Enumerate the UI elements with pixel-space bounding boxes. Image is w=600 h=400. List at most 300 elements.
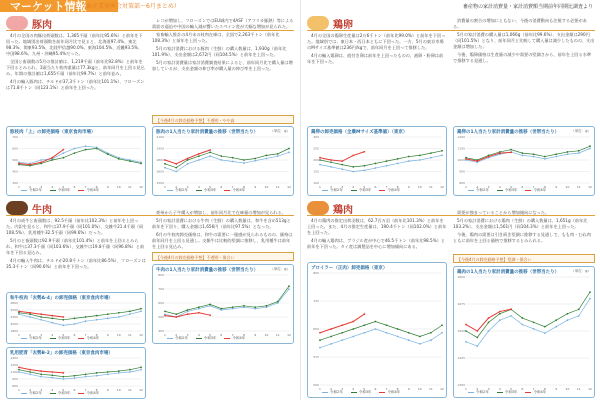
x-tick-label: 6 <box>374 387 377 391</box>
data-point <box>140 366 142 368</box>
data-point <box>40 319 42 321</box>
x-tick-label: 7 <box>84 185 87 189</box>
legend-label: 令和4年 <box>387 188 401 192</box>
x-tick-label: 11 <box>275 185 280 189</box>
data-point <box>118 370 120 372</box>
broiler-paragraph: 4月の鶏肉の推定出荷羽数は、62.7百万羽（前年比101.3%）と前年を上回った。また、4月の推定生産量は、190.4千トン（同102.0%）と前年を上回った。 <box>307 218 447 235</box>
y-tick-label: 2050 <box>10 322 18 326</box>
x-tick-label: 5 <box>62 185 65 189</box>
x-tick-label: 6 <box>73 185 76 189</box>
data-point <box>533 328 535 330</box>
x-tick-label: 12 <box>287 333 291 337</box>
data-point <box>589 145 591 147</box>
x-tick-label: 12 <box>287 185 291 189</box>
data-point <box>578 150 580 152</box>
series-line <box>19 146 141 163</box>
y-tick-label: 1100 <box>457 146 465 151</box>
legend-swatch <box>196 338 202 340</box>
x-tick-label: 10 <box>116 333 121 337</box>
legend-label: 令和4年 <box>86 391 100 395</box>
y-tick-label: 150 <box>313 169 319 174</box>
y-tick-label: 2550 <box>10 308 18 312</box>
data-point <box>175 316 177 318</box>
data-point <box>40 370 42 372</box>
data-point <box>397 158 399 160</box>
data-point <box>51 377 53 379</box>
data-point <box>386 160 388 162</box>
legend-swatch <box>525 392 531 394</box>
data-point <box>51 322 53 324</box>
legend-swatch <box>379 190 385 192</box>
data-point <box>118 312 120 314</box>
y-tick-label: 1675 <box>457 302 465 306</box>
y-tick-label: 700 <box>158 287 164 291</box>
beef-paragraph: 豪州から子牛購入が増加し、前年同月比で在庫量の増加が見られる。 <box>156 210 286 215</box>
x-tick-label: 9 <box>254 185 257 189</box>
x-tick-label: 7 <box>231 185 234 189</box>
pork-text-col2 <box>152 18 294 123</box>
x-tick-label: 7 <box>532 387 535 391</box>
data-point <box>96 315 98 317</box>
data-point <box>441 324 443 326</box>
data-point <box>544 156 546 158</box>
y-tick-label: 575 <box>313 355 319 359</box>
chart-plot <box>153 127 293 195</box>
data-point <box>341 160 343 162</box>
data-point <box>164 311 166 313</box>
x-tick-label: 11 <box>428 185 433 189</box>
data-point <box>510 315 512 317</box>
chicken-icon <box>307 201 329 215</box>
data-point <box>288 285 290 287</box>
y-tick-label: 725 <box>313 299 319 303</box>
data-point <box>243 159 245 161</box>
egg-paragraph: 消費量の割合の増加にともない、今後の消費動向も注視する必要がある。 <box>453 18 587 29</box>
data-point <box>18 369 20 371</box>
data-point <box>18 366 20 368</box>
data-point <box>363 313 365 315</box>
y-tick-label: 300 <box>313 135 319 139</box>
pork-paragraph: 5月の家計消費量は家計消費調査結果によると、前年同月比で購入量は増加しているが、支出金額の伸び率が購入量の伸び率を上回った。 <box>152 60 293 71</box>
data-point <box>62 152 64 154</box>
data-point <box>555 156 557 158</box>
data-point <box>589 291 591 293</box>
egg-text-col2 <box>453 18 595 123</box>
data-point <box>419 159 421 161</box>
legend-item <box>379 390 400 395</box>
header-left <box>0 0 300 14</box>
y-tick-label: 600 <box>12 146 18 151</box>
data-point <box>62 157 64 159</box>
x-tick-label: 8 <box>543 185 546 189</box>
chart-legend <box>21 188 99 193</box>
y-tick-label: 1650 <box>156 169 164 174</box>
data-point <box>187 159 189 161</box>
data-point <box>319 347 321 349</box>
data-point <box>277 155 279 157</box>
legend-label: 令和2年 <box>29 391 42 395</box>
data-point <box>254 160 256 162</box>
x-tick-label: 9 <box>106 388 109 392</box>
data-point <box>29 373 31 375</box>
data-point <box>375 321 377 323</box>
data-point <box>29 369 31 371</box>
data-point <box>352 336 354 338</box>
legend-label: 令和3年 <box>57 336 71 340</box>
data-point <box>533 153 535 155</box>
x-tick-label: 10 <box>116 388 121 392</box>
x-tick-label: 7 <box>84 333 87 337</box>
beef-dairy-price-chart <box>6 347 146 399</box>
legend-label: 令和3年 <box>203 336 217 340</box>
pork-note: 【今後4月の卸売価格予想】不透明・やや高 <box>152 115 294 124</box>
legend-label: 令和4年 <box>232 336 246 340</box>
data-point <box>352 328 354 330</box>
y-tick-label: 500 <box>313 383 319 387</box>
x-tick-label: 2 <box>330 387 333 391</box>
data-point <box>589 148 591 150</box>
x-tick-label: 2 <box>175 185 178 189</box>
data-point <box>40 313 42 315</box>
x-tick-label: 2 <box>29 333 32 337</box>
data-point <box>288 288 290 290</box>
data-point <box>408 339 410 341</box>
x-tick-label: 3 <box>487 185 490 189</box>
chart-legend <box>167 336 245 341</box>
y-tick-label: 2800 <box>10 301 18 305</box>
data-point <box>408 160 410 162</box>
data-point <box>96 319 98 321</box>
legend-swatch <box>322 392 328 394</box>
data-point <box>51 159 53 161</box>
legend-swatch <box>497 392 503 394</box>
chart-unit: （単位：g） <box>571 269 591 273</box>
x-tick-label: 4 <box>498 387 501 391</box>
data-point <box>567 319 569 321</box>
data-point <box>96 375 98 377</box>
chart-unit: （単位：g） <box>571 129 591 133</box>
data-point <box>51 371 53 373</box>
data-point <box>254 158 256 160</box>
chart-plot <box>153 265 293 343</box>
x-tick-label: 3 <box>186 333 189 337</box>
data-point <box>40 161 42 163</box>
x-tick-label: 10 <box>264 185 269 189</box>
series-line <box>320 152 364 161</box>
y-tick-label: 1950 <box>156 146 164 151</box>
x-tick-label: 4 <box>352 387 355 391</box>
broiler-consumption-chart <box>453 266 595 398</box>
data-point <box>341 164 343 166</box>
beef-paragraph: 6月の牛枝肉卸売価格は、和牛の需要に一服感が見られるものの、価格は前年同月を上回る見通し。交雑牛は比較的堅調に推移し、乳用種牛は前年を上回る見込み。 <box>152 232 293 249</box>
data-point <box>266 305 268 307</box>
legend-swatch <box>50 338 56 340</box>
data-point <box>430 332 432 334</box>
x-tick-label: 4 <box>498 185 501 189</box>
y-tick-label: 1000 <box>457 158 465 162</box>
data-point <box>397 328 399 330</box>
x-tick-label: 1 <box>18 388 20 392</box>
legend-label: 令和2年 <box>29 336 42 340</box>
legend-item <box>21 336 42 341</box>
legend-item <box>525 390 546 395</box>
x-tick-label: 6 <box>220 333 223 337</box>
data-point <box>521 152 523 154</box>
y-tick-label: 200 <box>313 158 319 162</box>
x-tick-label: 12 <box>139 185 143 189</box>
chart-title: 牛肉の1人当たり家計消費量の推移（世帯当たり） <box>156 268 259 273</box>
series-line <box>165 286 289 314</box>
data-point <box>118 372 120 374</box>
legend-label: 令和4年 <box>86 188 100 192</box>
legend-item <box>78 391 99 396</box>
beef-wagyu-price-chart <box>6 292 146 344</box>
header-right-text: 畜産物の家計消費量・家計消費額当期前年同期比調査より <box>462 4 593 10</box>
data-point <box>140 369 142 371</box>
data-point <box>243 305 245 307</box>
legend-item <box>78 188 99 193</box>
broiler-price-chart <box>307 262 447 398</box>
data-point <box>198 306 200 308</box>
legend-swatch <box>21 393 27 395</box>
legend-item <box>50 391 71 396</box>
data-point <box>499 313 501 315</box>
egg-consumption-chart <box>453 126 595 196</box>
data-point <box>164 163 166 165</box>
chart-legend <box>21 336 99 341</box>
data-point <box>363 332 365 334</box>
broiler-paragraph: 5月の家計消費における鶏肉（生鮮）の購入数量は、1,651g（前年比103.2%）、支出金額は1,561円（同104.3%）と前年を上回った。 <box>453 218 588 229</box>
x-tick-label: 10 <box>565 185 570 189</box>
data-point <box>555 153 557 155</box>
legend-item <box>379 188 400 193</box>
y-tick-label: 800 <box>158 273 164 277</box>
series-line <box>320 314 364 333</box>
data-point <box>62 316 64 318</box>
y-tick-label: 600 <box>158 301 164 305</box>
data-point <box>62 325 64 327</box>
data-point <box>85 145 87 147</box>
data-point <box>330 336 332 338</box>
data-point <box>319 339 321 341</box>
data-point <box>198 153 200 155</box>
data-point <box>74 377 76 379</box>
data-point <box>118 158 120 160</box>
x-tick-label: 11 <box>428 387 433 391</box>
data-point <box>62 149 64 151</box>
beef-paragraph: 4月の成牛と畜頭数は、92.5千頭（前年比102.3%）と前年を上回った。内訳を見ると、和牛は37.9千頭（同101.0%）、交雑牛21.4千頭（同108.5%）、乳用種牛32.5千頭（同99.6%）だった。 <box>6 218 144 235</box>
data-point <box>129 371 131 373</box>
data-point <box>164 167 166 169</box>
data-point <box>74 148 76 150</box>
data-point <box>521 155 523 157</box>
data-point <box>107 313 109 315</box>
data-point <box>419 343 421 345</box>
data-point <box>187 163 189 165</box>
data-point <box>40 159 42 161</box>
data-point <box>375 328 377 330</box>
data-point <box>51 315 53 317</box>
data-point <box>476 345 478 347</box>
data-point <box>18 371 20 373</box>
data-point <box>62 376 64 378</box>
legend-label: 令和2年 <box>476 390 489 394</box>
series-line <box>165 149 289 168</box>
data-point <box>567 153 569 155</box>
data-point <box>164 159 166 161</box>
legend-item <box>497 390 518 395</box>
data-point <box>319 164 321 166</box>
legend-swatch <box>50 190 56 192</box>
y-tick-label: 1400 <box>10 356 18 360</box>
x-tick-label: 1 <box>164 333 166 337</box>
x-tick-label: 7 <box>84 388 87 392</box>
x-tick-label: 8 <box>543 387 546 391</box>
x-tick-label: 11 <box>576 387 581 391</box>
data-point <box>352 171 354 173</box>
x-tick-label: 2 <box>330 185 333 189</box>
data-point <box>187 309 189 311</box>
x-tick-label: 9 <box>407 185 410 189</box>
data-point <box>386 165 388 167</box>
y-tick-label: 2300 <box>10 315 18 319</box>
legend-label: 令和3年 <box>203 188 217 192</box>
egg-text-col1 <box>307 33 447 123</box>
data-point <box>352 166 354 168</box>
x-tick-label: 2 <box>29 388 32 392</box>
legend-item <box>78 336 99 341</box>
legend-label: 令和2年 <box>175 336 188 340</box>
data-point <box>465 341 467 343</box>
data-point <box>85 316 87 318</box>
y-tick-label: 1300 <box>457 383 465 387</box>
pork-text-col1 <box>6 33 146 123</box>
data-point <box>488 330 490 332</box>
x-tick-label: 2 <box>29 185 32 189</box>
x-tick-label: 12 <box>588 387 592 391</box>
data-point <box>375 167 377 169</box>
data-point <box>341 332 343 334</box>
x-tick-label: 11 <box>576 185 581 189</box>
data-point <box>29 316 31 318</box>
y-tick-label: 100 <box>313 181 319 185</box>
legend-label: 令和3年 <box>358 188 372 192</box>
data-point <box>352 321 354 323</box>
legend-item <box>167 188 188 193</box>
chart-legend <box>322 188 400 193</box>
x-tick-label: 3 <box>40 333 43 337</box>
data-point <box>62 319 64 321</box>
y-tick-label: 950 <box>12 377 18 381</box>
data-point <box>441 155 443 157</box>
x-tick-label: 6 <box>374 185 377 189</box>
data-point <box>488 321 490 323</box>
data-point <box>578 152 580 154</box>
x-tick-label: 5 <box>209 333 212 337</box>
data-point <box>352 155 354 157</box>
legend-label: 令和2年 <box>330 390 343 394</box>
data-point <box>107 371 109 373</box>
data-point <box>85 376 87 378</box>
x-tick-label: 1 <box>319 185 321 189</box>
egg-paragraph: 4月の輸入鶏卵は、殻付き卵は前年を上回ったものの、液卵・粉卵は前年を下回った。 <box>307 53 444 64</box>
legend-label: 令和3年 <box>57 391 71 395</box>
legend-swatch <box>21 338 27 340</box>
legend-item <box>468 188 489 193</box>
legend-item <box>167 336 188 341</box>
data-point <box>419 155 421 157</box>
broiler-paragraph: 今後、鶏肉の需要は引き続き堅調に推移する見通しで、もも肉・むね肉ともに前年を上回る価格で推移するとみられる。 <box>453 232 591 243</box>
x-tick-label: 7 <box>385 387 388 391</box>
x-tick-label: 1 <box>18 333 20 337</box>
beef-text-col2 <box>152 210 294 250</box>
data-point <box>198 155 200 157</box>
data-point <box>74 152 76 154</box>
data-point <box>198 159 200 161</box>
egg-title: 鶏卵 <box>333 19 353 31</box>
data-point <box>175 163 177 165</box>
data-point <box>499 152 501 154</box>
data-point <box>510 149 512 151</box>
legend-item <box>525 188 546 193</box>
x-tick-label: 9 <box>106 185 109 189</box>
data-point <box>85 149 87 151</box>
data-point <box>175 313 177 315</box>
pork-paragraph: 4月の全国の肉豚出荷頭数は、1,365千頭（前年比95.6%）と前年を下回った。地域別出荷頭数を前年同月比で見ると、北海道97.4%、東北98.3%、関東93.5%、北陸甲信越90.0%、東海104.5%、近畿93.5%、中国98.6%、九州・沖縄95.4%だった。 <box>6 33 143 56</box>
legend-label: 令和2年 <box>330 188 343 192</box>
x-tick-label: 6 <box>73 388 76 392</box>
chart-title: 鶏卵の1人当たり家計消費量の推移（世帯当たり） <box>457 130 560 135</box>
x-tick-label: 4 <box>197 333 200 337</box>
data-point <box>363 151 365 153</box>
data-point <box>220 155 222 157</box>
legend-item <box>50 188 71 193</box>
chart-title: 乳用肥育「去勢B-2」の卸売価格（東京食肉市場） <box>10 351 113 356</box>
pork-title: 豚肉 <box>32 19 52 31</box>
data-point <box>40 376 42 378</box>
y-tick-label: 2100 <box>156 135 164 139</box>
series-line <box>466 309 511 331</box>
x-tick-label: 12 <box>440 185 444 189</box>
series-line <box>466 292 590 337</box>
y-tick-label: 1200 <box>457 135 465 139</box>
x-tick-label: 10 <box>565 387 570 391</box>
x-tick-label: 9 <box>555 185 558 189</box>
page-subtitle: （畜産業振興会対策部〜6月まとめ） <box>80 3 180 10</box>
x-tick-label: 9 <box>254 333 257 337</box>
x-tick-label: 8 <box>242 333 245 337</box>
egg-paragraph: 今後、鶏卵価格は生産量の減少や需要の堅調さから、前年を上回る水準で推移する見通し。 <box>453 52 592 63</box>
data-point <box>85 373 87 375</box>
x-tick-label: 9 <box>407 387 410 391</box>
legend-label: 令和2年 <box>29 188 42 192</box>
legend-label: 令和4年 <box>533 188 547 192</box>
legend-item <box>21 391 42 396</box>
data-point <box>140 308 142 310</box>
data-point <box>118 316 120 318</box>
data-point <box>476 337 478 339</box>
legend-item <box>497 188 518 193</box>
data-point <box>96 372 98 374</box>
beef-title: 牛肉 <box>32 204 52 216</box>
series-line <box>320 329 442 348</box>
x-tick-label: 12 <box>139 388 143 392</box>
header-right <box>301 0 600 14</box>
y-tick-label: 500 <box>158 315 164 319</box>
broiler-title: 鶏肉 <box>333 204 353 216</box>
data-point <box>578 315 580 317</box>
legend-item <box>224 336 245 341</box>
